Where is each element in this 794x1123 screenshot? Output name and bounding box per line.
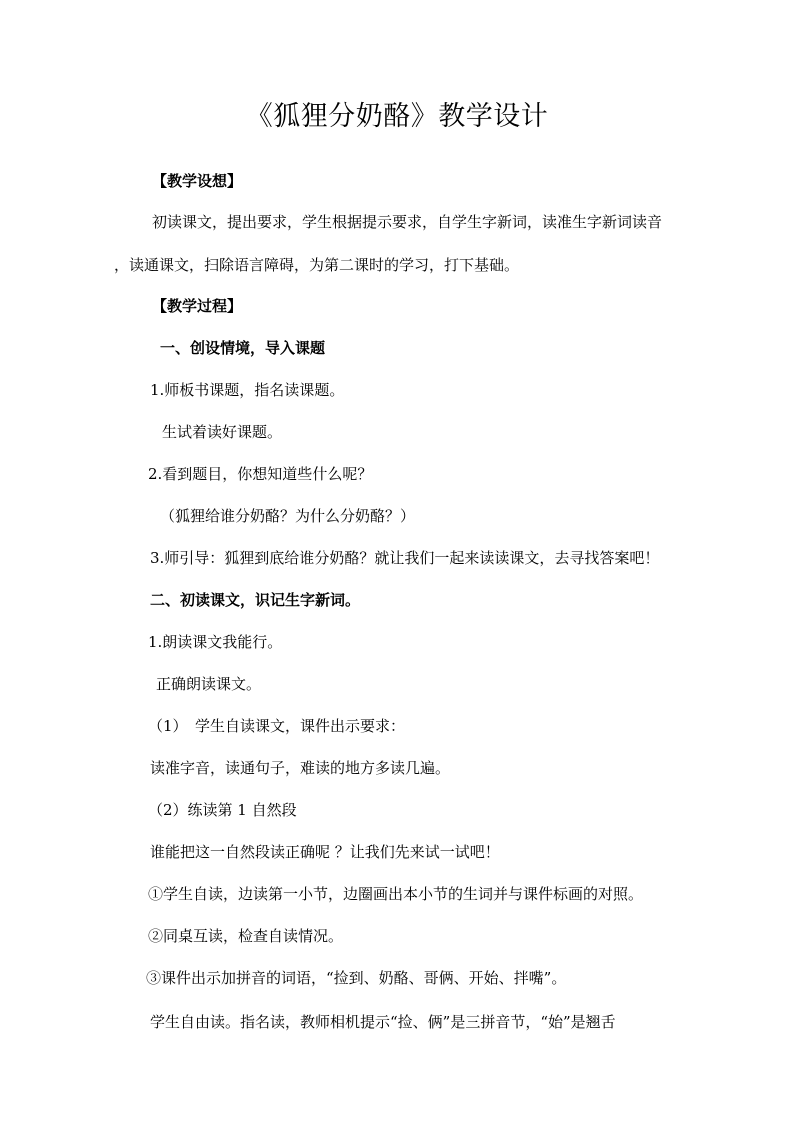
section-2-circle-item-1: ①学生自读，边读第一小节，边圈画出本小节的生词并与课件标画的对照。	[148, 885, 644, 903]
heading-teaching-process: 【教学过程】	[152, 297, 243, 315]
section-1-item-3: 3.师引导：狐狸到底给谁分奶酪？就让我们一起来读读课文，去寻找答案吧！	[150, 549, 660, 567]
section-1-item-1: 1.师板书课题，指名读课题。	[150, 381, 345, 399]
section-2-item-1: 1.朗读课文我能行。	[148, 633, 283, 651]
section-1-item-1-sub: 生试着读好课题。	[162, 423, 283, 441]
section-2-step-1-sub: 读准字音，读通句子，难读的地方多读几遍。	[150, 759, 451, 777]
design-paragraph-line-1: 初读课文，提出要求，学生根据提示要求，自学生字新词，读准生字新词读音	[152, 213, 663, 231]
section-2-step-2-sub: 谁能把这一自然段读正确呢 ？让我们先来试一试吧！	[150, 843, 500, 861]
section-2-step-1: （1） 学生自读课文，课件出示要求：	[148, 717, 406, 735]
section-2-item-1-sub: 正确朗读课文。	[156, 675, 262, 693]
section-2-circle-item-3: ③课件出示加拼音的词语，“捡到、奶酪、哥俩、开始、拌嘴”。	[146, 969, 567, 987]
heading-teaching-design: 【教学设想】	[152, 172, 243, 190]
document-title: 《狐狸分奶酪》教学设计	[245, 101, 549, 132]
section-2-heading: 二、初读课文，识记生字新词。	[150, 591, 361, 609]
section-1-heading: 一、创设情境，导入课题	[160, 339, 326, 357]
section-1-item-2: 2.看到题目，你想知道些什么呢？	[148, 465, 373, 483]
section-2-last-paragraph: 学生自由读。指名读，教师相机提示“捡、俩”是三拼音节，“始”是翘舌	[150, 1013, 616, 1031]
section-2-circle-item-2: ②同桌互读，检查自读情况。	[148, 927, 344, 945]
design-paragraph-line-2: ，读通课文，扫除语言障碍，为第二课时的学习，打下基础。	[114, 256, 520, 274]
section-1-item-2-sub: （狐狸给谁分奶酪？为什么分奶酪？）	[160, 507, 416, 525]
section-2-step-2: （2）练读第 1 自然段	[148, 801, 297, 819]
